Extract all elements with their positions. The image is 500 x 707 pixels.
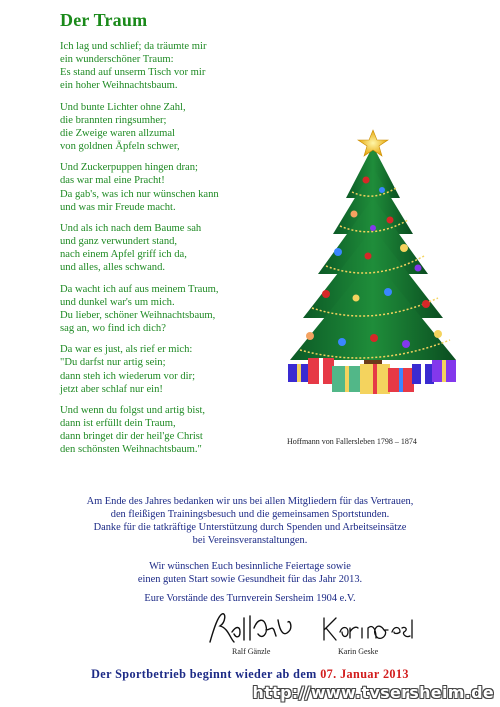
poem-line: die brannten ringsumher; bbox=[60, 114, 167, 126]
poem-line: dann bringet dir der heil'ge Christ bbox=[60, 431, 203, 443]
poem-line: dann ist erfüllt dein Traum, bbox=[60, 418, 176, 430]
message-line: Danke für die tatkräftige Unterstützung durch Spenden und Arbeitseinsätze bbox=[93, 522, 407, 533]
poem-stanza bbox=[60, 101, 270, 153]
poem-line: sag an, wo find ich dich? bbox=[60, 322, 166, 334]
website-watermark: http://www.tvsersheim.de bbox=[252, 683, 494, 702]
poem-line: Es stand auf unserm Tisch vor mir bbox=[60, 67, 206, 79]
poem-line: Du lieber, schöner Weihnachtsbaum, bbox=[60, 309, 216, 321]
poem-line: ein hoher Weihnachtsbaum. bbox=[60, 80, 178, 92]
christmas-tree-illustration bbox=[278, 128, 468, 400]
signoff-line: Eure Vorstände des Turnverein Sersheim 1904 e.V. bbox=[144, 593, 356, 604]
signature-name: Ralf Gänzle bbox=[232, 647, 271, 656]
poem-line: Und wenn du folgst und artig bist, bbox=[60, 405, 206, 417]
poem-line: und was mir Freude macht. bbox=[60, 201, 176, 213]
message-line: Wir wünschen Euch besinnliche Feiertage sowie bbox=[149, 561, 351, 572]
poem-line: von goldnen Äpfeln schwer, bbox=[60, 140, 180, 152]
poem-line: und alles, alles schwand. bbox=[60, 262, 166, 274]
message-line: bei Vereinsveranstaltungen. bbox=[192, 535, 308, 546]
poem-line: Und bunte Lichter ohne Zahl, bbox=[60, 101, 186, 113]
poem-line: jetzt aber schlaf nur ein! bbox=[60, 383, 163, 395]
poem-line: das war mal eine Pracht! bbox=[60, 175, 165, 187]
poem-line: nach einem Apfel griff ich da, bbox=[60, 249, 187, 261]
restart-date: 07. Januar 2013 bbox=[320, 667, 409, 681]
message-line: Am Ende des Jahres bedanken wir uns bei allen Mitgliedern für das Vertrauen, bbox=[86, 496, 414, 507]
poem-line: den schönsten Weihnachtsbaum." bbox=[60, 444, 202, 456]
poem-stanza bbox=[60, 161, 270, 213]
poem-line: Da wacht ich auf aus meinem Traum, bbox=[60, 283, 219, 295]
thanks-message bbox=[0, 495, 500, 547]
poem-line: die Zweige waren allzumal bbox=[60, 127, 176, 139]
poem-line: "Du darfst nur artig sein; bbox=[60, 357, 166, 369]
poem-stanza bbox=[60, 40, 270, 92]
poem-stanza bbox=[60, 343, 270, 395]
poem-line: und ganz verwundert stand, bbox=[60, 236, 178, 248]
wishes-message bbox=[0, 560, 500, 586]
poem-line: Da gab's, was ich nur wünschen kann bbox=[60, 188, 219, 200]
poem-line: Und Zuckerpuppen hingen dran; bbox=[60, 162, 198, 174]
signature-ralf-gaenzle bbox=[204, 608, 302, 648]
restart-notice bbox=[0, 667, 500, 682]
restart-notice-text: Der Sportbetrieb beginnt wieder ab dem bbox=[91, 667, 317, 681]
poem-attribution: Hoffmann von Fallersleben 1798 – 1874 bbox=[287, 437, 417, 446]
poem-line: Und als ich nach dem Baume sah bbox=[60, 223, 202, 235]
poem-stanza bbox=[60, 404, 270, 456]
poem-title: Der Traum bbox=[60, 10, 148, 30]
message-line: einen guten Start sowie Gesundheit für das Jahr 2013. bbox=[137, 574, 363, 585]
poem-stanza bbox=[60, 283, 270, 335]
signature-name: Karin Geske bbox=[338, 647, 379, 656]
poem-line: Da war es just, als rief er mich: bbox=[60, 344, 193, 356]
poem-line: dann steh ich wiederum vor dir; bbox=[60, 370, 196, 382]
poem-line: ein wunderschöner Traum: bbox=[60, 54, 174, 66]
signature-karin-geske bbox=[318, 610, 418, 646]
poem-line: und dunkel war's um mich. bbox=[60, 296, 175, 308]
poem-body bbox=[60, 40, 270, 465]
message-line: den fleißigen Trainingsbesuch und die gemeinsamen Sportstunden. bbox=[110, 509, 390, 520]
poem-stanza bbox=[60, 222, 270, 274]
poem-line: Ich lag und schlief; da träumte mir bbox=[60, 41, 207, 52]
